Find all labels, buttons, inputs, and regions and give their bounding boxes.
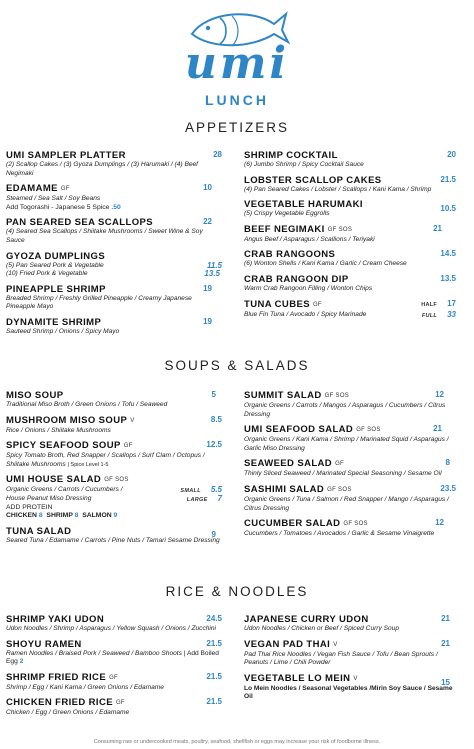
menu-item	[6, 526, 222, 546]
item-name: VEGETABLE LO MEIN V	[244, 672, 358, 684]
menu-item	[244, 199, 456, 219]
item-price: 10	[203, 183, 212, 193]
appetizers-left-column	[6, 150, 222, 342]
rice-right-column	[244, 614, 456, 707]
menu-item	[244, 390, 456, 419]
item-description: Organic Greens / Carrots / Mangos / Asparagus / Cucumbers / Citrus Dressing	[244, 402, 446, 418]
menu-item	[6, 639, 222, 667]
diet-tag: GF SOS	[104, 477, 129, 484]
menu-subtitle: LUNCH	[205, 92, 269, 108]
diet-tag: GF	[335, 461, 345, 468]
item-description: Thinly Sliced Seaweed / Marinated Special Seasoning / Sesame Oil	[244, 470, 442, 478]
item-name: SHOYU RAMEN	[6, 638, 82, 650]
item-description: Seared Tuna / Edamame / Carrots / Pine Nuts / Tamari Sesame Dressing	[6, 536, 220, 544]
diet-tag: GF	[115, 700, 125, 707]
diet-tag: V	[353, 675, 358, 682]
item-description: (4) Seared Sea Scallops / Shiitake Mushrooms / Sweet Wine & Soy Sauce	[6, 228, 203, 244]
item-description: Udon Noodles / Shrimp / Asparagus / Yellow Squash / Onions / Zucchini	[6, 625, 217, 632]
item-price: 9	[211, 529, 216, 539]
diet-tag: GF SOS	[327, 226, 353, 233]
menu-item	[244, 673, 456, 702]
menu-item	[244, 639, 456, 668]
item-price: 13.5	[440, 273, 456, 283]
diet-tag: GF SOS	[356, 427, 381, 434]
item-price: 5	[211, 390, 216, 399]
item-description: Rice / Onions / Shiitake Mushrooms	[6, 426, 111, 434]
menu-item	[244, 249, 456, 269]
rice-left-column	[6, 614, 222, 723]
item-name: LOBSTER SCALLOP CAKES	[244, 174, 382, 186]
item-description: Blue Fin Tuna / Avocado / Spicy Marinade FULL 33	[244, 309, 456, 319]
soups-right-column	[244, 390, 456, 544]
menu-item	[6, 317, 222, 337]
menu-item	[244, 458, 456, 479]
menu-item	[244, 424, 456, 453]
item-price: 19	[203, 316, 212, 326]
item-price: 12	[435, 518, 444, 528]
item-name: BEEF NEGIMAKI GF SOS	[244, 223, 353, 235]
size-row: House Peanut Miso Dressing LARGE 7	[6, 493, 222, 503]
diet-tag: GF	[123, 443, 133, 450]
item-name: SHRIMP FRIED RICE GF	[6, 671, 118, 683]
item-price: 21.5	[206, 638, 222, 648]
item-name: TUNA SALAD	[6, 525, 72, 537]
menu-item	[6, 415, 222, 436]
diet-tag: GF SOS	[327, 486, 352, 493]
item-price: 24.5	[206, 614, 222, 623]
item-price: 21.5	[206, 697, 222, 707]
item-name: UMI SAMPLER PLATTER	[6, 150, 126, 161]
item-description: (6) Wonton Shells / Kani Kama / Garlic / Cream Cheese	[244, 260, 407, 268]
item-price: 21	[441, 638, 450, 648]
menu-item	[6, 390, 222, 410]
menu-item	[6, 251, 222, 279]
menu-item	[244, 150, 456, 170]
item-price: 19	[203, 283, 212, 293]
menu-item	[6, 183, 222, 212]
diet-tag: V	[333, 641, 338, 648]
item-description: Steamed / Sea Salt / Soy Beans	[6, 195, 101, 203]
diet-tag: V	[130, 417, 135, 424]
menu-item	[6, 217, 222, 245]
item-description: Cucumbers / Tomatoes / Avocados / Garlic & Sesame Vinaigrette	[244, 530, 435, 538]
diet-tag: GF	[60, 186, 70, 193]
item-name: PAN SEARED SEA SCALLOPS	[6, 217, 153, 229]
item-description: Angus Beef / Asparagus / Scallions / Teriyaki	[244, 235, 375, 243]
item-name: EDAMAME GF	[6, 183, 70, 195]
menu-item	[244, 518, 456, 539]
item-name: MISO SOUP	[6, 390, 64, 401]
menu-item	[244, 299, 456, 320]
item-price-large: LARGE 7	[186, 493, 222, 503]
item-name: UMI HOUSE SALAD GF SOS	[6, 474, 129, 486]
item-price: 14.5	[440, 249, 456, 259]
item-name: SEAWEED SALAD GF	[244, 458, 345, 470]
item-price-half: HALF 17	[421, 298, 456, 308]
item-name: CRAB RANGOON DIP	[244, 273, 349, 285]
item-price: 15	[441, 677, 450, 687]
section-title-soups-salads: SOUPS & SALADS	[164, 358, 310, 373]
item-price: 21.5	[440, 174, 456, 184]
item-name: TUNA CUBES GF	[244, 298, 322, 310]
section-title-appetizers: APPETIZERS	[184, 120, 290, 135]
item-name: GYOZA DUMPLINGS	[6, 250, 106, 262]
item-description: Pad Thai Rice Noodles / Vegan Fish Sauce / Tofu / Bean Sprouts / Peanuts / Lime / Chili Powder	[244, 650, 438, 667]
menu-item	[6, 474, 222, 520]
item-price: 21	[433, 223, 442, 233]
item-price: 23.5	[440, 483, 456, 493]
item-description: Organic Greens / Tuna / Salmon / Red Snapper / Mango / Asparagus / Citrus Dressing	[244, 495, 449, 512]
item-name: SHRIMP YAKI UDON	[6, 614, 105, 625]
item-description: Shrimp / Egg / Kani Kama / Green Onions / Edamame	[6, 683, 164, 691]
menu-item	[244, 274, 456, 294]
item-price: 21	[441, 614, 450, 623]
item-name: PINEAPPLE SHRIMP	[6, 283, 106, 295]
item-description: Ramen Noodles / Braised Pork / Seaweed / Bamboo Shoots | Add Boiled Egg 2	[6, 649, 219, 666]
item-description: (4) Pan Seared Cakes / Lobster / Scallops / Kani Kama / Shrimp	[244, 185, 432, 193]
menu-item	[6, 614, 222, 634]
item-price: 21.5	[206, 671, 222, 681]
item-name: MUSHROOM MISO SOUP V	[6, 414, 135, 426]
add-protein-label: ADD PROTEIN	[6, 503, 53, 511]
item-name: SASHIMI SALAD GF SOS	[244, 483, 352, 495]
menu-item	[244, 614, 456, 634]
menu-item	[6, 697, 222, 718]
soups-left-column	[6, 390, 222, 550]
brand-name: umi	[184, 38, 290, 89]
item-price: 12	[435, 390, 444, 399]
menu-item	[244, 484, 456, 513]
item-price: 8	[445, 458, 450, 468]
health-disclaimer: Consuming raw or undercooked meats, poultry, seafood, shellfish or eggs may increase your risk of foodborne illness.	[93, 739, 381, 745]
option-row: (10) Fried Pork & Vegetable 13.5	[6, 269, 220, 279]
item-description: Spicy Tomato Broth, Red Snapper / Scallops / Surf Clam / Octopus / Shiitake Mushrooms | Spice Level 1-5	[6, 452, 205, 468]
item-name: VEGETABLE HARUMAKI	[244, 199, 363, 211]
item-name: DYNAMITE SHRIMP	[6, 316, 102, 328]
item-description: Warm Crab Rangoon Filling / Wonton Chips	[244, 284, 373, 292]
item-price: 12.5	[206, 440, 222, 450]
item-name: SHRIMP COCKTAIL	[244, 150, 338, 161]
item-description: Lo Mein Noodles / Seasonal Vegetables /Mirin Soy Sauce / Sesame Oil	[244, 684, 453, 701]
item-price: 8.5	[210, 414, 222, 424]
menu-item	[6, 284, 222, 312]
item-name: JAPANESE CURRY UDON	[244, 614, 369, 625]
add-on: Add Togorashi - Japanese 5 Spice .50	[6, 203, 121, 211]
item-name: UMI SEAFOOD SALAD GF SOS	[244, 424, 381, 436]
section-title-rice-noodles: RICE & NOODLES	[165, 584, 309, 599]
item-description: Sauteed Shrimp / Onions / Spicy Mayo	[6, 327, 120, 335]
item-price: 22	[203, 217, 212, 227]
diet-tag: GF SOS	[324, 393, 350, 399]
menu-item	[6, 440, 222, 469]
menu-item	[244, 224, 456, 245]
item-description: Breaded Shrimp / Freshly Grilled Pineapple / Creamy Japanese Pineapple Mayo	[6, 294, 192, 311]
item-name: CHICKEN FRIED RICE GF	[6, 697, 125, 709]
item-name: CUCUMBER SALAD GF SOS	[244, 518, 368, 530]
menu-item	[6, 672, 222, 693]
item-description: Organic Greens / Kani Kama / Shrimp / Marinated Squid / Asparagus / Garlic Miso Dressing	[244, 436, 449, 452]
item-price-small: SMALL 5.5	[180, 485, 222, 495]
item-description: (2) Scallop Cakes / (3) Gyoza Dumplings / (3) Harumaki / (4) Beef Negimaki	[6, 161, 199, 177]
item-price: 28	[213, 150, 222, 159]
item-price: 20	[447, 150, 456, 159]
diet-tag: GF	[312, 301, 322, 308]
option-row: (5) Pan Seared Pork & Vegetable 11.5	[6, 260, 222, 270]
appetizers-right-column	[244, 150, 456, 324]
item-price-full: FULL 33	[421, 309, 456, 319]
item-description: (5) Crispy Vegetable Eggrolls	[244, 210, 330, 218]
menu-item	[6, 150, 222, 178]
item-name: VEGAN PAD THAI V	[244, 638, 338, 650]
item-description: Chicken / Egg / Green Onions / Edamame	[6, 709, 130, 717]
item-name: SUMMIT SALAD GF SOS	[244, 390, 350, 401]
item-description: Udon Noodles / Chicken or Beef / Spiced Curry Soup	[244, 625, 400, 632]
item-description: Traditional Miso Broth / Green Onions / Tofu / Seaweed	[6, 401, 168, 408]
diet-tag: GF	[109, 674, 118, 681]
diet-tag: GF SOS	[343, 521, 368, 528]
item-price: 10.5	[440, 204, 456, 214]
protein-options: CHICKEN 8 SHRIMP 8 SALMON 9	[6, 512, 118, 520]
item-name: CRAB RANGOONS	[244, 249, 336, 261]
item-name: SPICY SEAFOOD SOUP GF	[6, 440, 133, 452]
item-price: 21	[433, 424, 442, 434]
item-description: (6) Jumbo Shrimp / Spicy Cocktail Sauce	[244, 161, 364, 168]
menu-item	[244, 175, 456, 195]
size-row: Organic Greens / Carrots / Cucumbers / SMALL 5.5	[6, 485, 222, 495]
